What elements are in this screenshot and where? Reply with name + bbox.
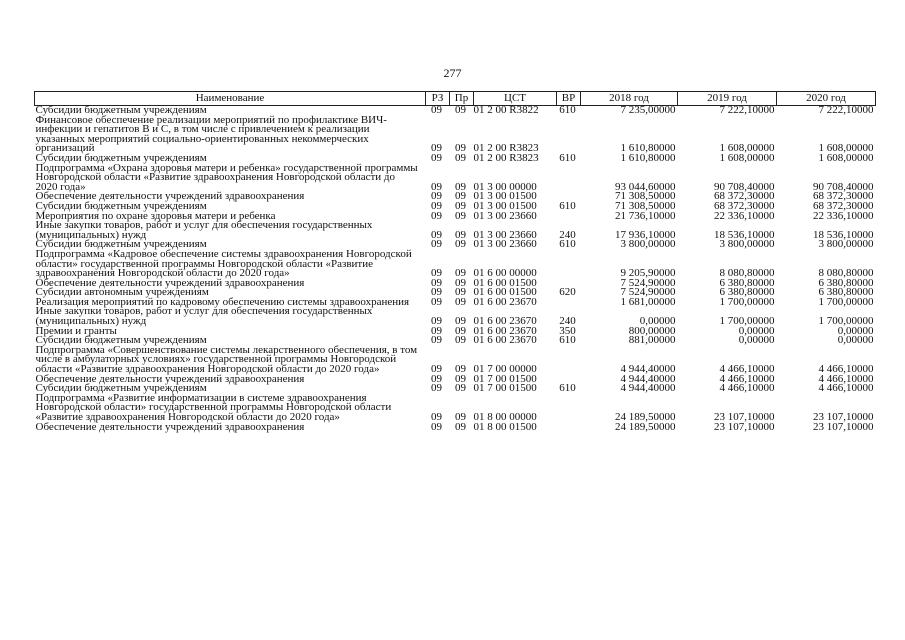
- row-name: Мероприятия по охране здоровья матери и ребенка: [35, 209, 276, 222]
- row-amount-2018: 4 944,40000: [620, 363, 676, 376]
- row-vr: 610: [559, 334, 576, 347]
- row-amount-2019: 1 700,00000: [719, 295, 775, 308]
- row-cst: 01 6 00 01500: [473, 276, 537, 289]
- row-amount-2020: 90 708,40000: [813, 180, 874, 193]
- row-rz: 09: [431, 372, 442, 385]
- row-pr: 09: [455, 267, 466, 280]
- row-amount-2019: 0,00000: [738, 324, 775, 337]
- row-amount-2018: 1 610,80000: [620, 151, 676, 164]
- row-rz: 09: [431, 190, 442, 203]
- row-cst: 01 3 00 01500: [473, 190, 537, 203]
- row-rz: 09: [431, 276, 442, 289]
- row-name: Субсидии бюджетным учреждениям: [35, 151, 207, 164]
- row-amount-2018: 24 189,50000: [615, 420, 676, 433]
- row-amount-2020: 1 700,00000: [818, 295, 874, 308]
- row-pr: 09: [455, 228, 466, 241]
- row-name: Иные закупки товаров, работ и услуг для обеспечения государственных (муниципальных) нужд: [35, 305, 373, 328]
- row-amount-2018: 17 936,10000: [615, 228, 676, 241]
- row-amount-2020: 1 608,00000: [818, 142, 874, 155]
- row-name: Обеспечение деятельности учреждений здравоохранения: [35, 276, 305, 289]
- row-vr: 240: [559, 315, 576, 328]
- header-2019: 2019 год: [678, 92, 777, 106]
- row-pr: 09: [455, 238, 466, 251]
- row-cst: 01 3 00 01500: [473, 199, 537, 212]
- row-amount-2019: 6 380,80000: [719, 276, 775, 289]
- row-vr: 610: [559, 238, 576, 251]
- table-row: [35, 307, 876, 326]
- budget-table: [34, 91, 876, 432]
- row-cst: 01 6 00 23670: [473, 334, 537, 347]
- row-amount-2020: 23 107,10000: [813, 420, 874, 433]
- row-amount-2019: 68 372,30000: [714, 199, 775, 212]
- row-amount-2018: 24 189,50000: [615, 411, 676, 423]
- row-name: Подпрограмма «Совершенствование системы лекарственного обеспечения, в том числе в амбулаторных условиях» государственной программы Новгородской области «Развитие здравоохранения Новгородской области до 2020 года»: [35, 343, 418, 376]
- row-amount-2020: 0,00000: [837, 334, 874, 347]
- row-cst: 01 2 00 R3823: [473, 151, 539, 164]
- row-vr: 610: [559, 151, 576, 164]
- row-amount-2019: 4 466,10000: [719, 372, 775, 385]
- row-amount-2018: 4 944,40000: [620, 372, 676, 385]
- row-pr: 09: [455, 190, 466, 203]
- row-vr: [557, 116, 581, 154]
- row-amount-2020: 18 536,10000: [813, 228, 874, 241]
- header-cst: ЦСТ: [474, 92, 557, 106]
- row-pr: 09: [455, 324, 466, 337]
- row-amount-2020: 4 466,10000: [818, 382, 874, 395]
- row-amount-2020: 68 372,30000: [813, 199, 874, 212]
- row-amount-2019: 1 608,00000: [719, 151, 775, 164]
- row-pr: 09: [455, 286, 466, 299]
- row-rz: 09: [431, 315, 442, 328]
- table-row: [35, 394, 876, 423]
- row-name: Субсидии бюджетным учреждениям: [35, 238, 207, 251]
- row-amount-2018: 93 044,60000: [615, 180, 676, 193]
- row-amount-2019: 3 800,00000: [719, 238, 775, 251]
- row-vr: [557, 164, 581, 193]
- row-rz: 09: [431, 180, 442, 193]
- row-name: Субсидии бюджетным учреждениям: [35, 334, 207, 347]
- row-amount-2020: 1 700,00000: [818, 315, 874, 328]
- row-amount-2018: 3 800,00000: [620, 238, 676, 251]
- row-cst: 01 2 00 R3822: [473, 104, 539, 116]
- row-name: Финансовое обеспечение реализации мероприятий по профилактике ВИЧ-инфекции и гепатитов В и С, в том числе с привлечением к реализации указанных мероприятий социально-ориентированных некоммерческих организаций: [35, 113, 387, 155]
- header-name: Наименование: [35, 92, 426, 106]
- row-cst: 01 7 00 01500: [473, 372, 537, 385]
- row-cst: 01 7 00 01500: [473, 382, 537, 395]
- row-rz: 09: [431, 228, 442, 241]
- row-pr: 09: [455, 295, 466, 308]
- row-vr: 610: [559, 199, 576, 212]
- row-amount-2018: 1 681,00000: [620, 295, 676, 308]
- row-cst: 01 8 00 00000: [473, 411, 537, 423]
- row-amount-2020: 3 800,00000: [818, 238, 874, 251]
- row-amount-2019: 90 708,40000: [714, 180, 775, 193]
- row-pr: 09: [455, 142, 466, 155]
- row-amount-2020: 4 466,10000: [818, 372, 874, 385]
- row-vr: 620: [559, 286, 576, 299]
- row-vr: [557, 423, 581, 433]
- row-rz: 09: [431, 104, 442, 116]
- row-name: Субсидии бюджетным учреждениям: [35, 104, 207, 116]
- row-cst: 01 6 00 23670: [473, 295, 537, 308]
- row-name: Обеспечение деятельности учреждений здравоохранения: [35, 372, 305, 385]
- row-amount-2019: 1 608,00000: [719, 142, 775, 155]
- row-amount-2018: 7 235,00000: [620, 104, 676, 116]
- row-amount-2019: 23 107,10000: [714, 420, 775, 433]
- row-name: Подпрограмма «Развитие информатизации в системе здравоохранения Новгородской области» государственной программы Новгородской области «Развитие здравоохранения Новгородской области до 2020 года»: [35, 391, 392, 423]
- row-amount-2020: 1 608,00000: [818, 151, 874, 164]
- row-name: Подпрограмма «Кадровое обеспечение системы здравоохранения Новгородской области» государственной программы Новгородской области «Развитие здравоохранения Новгородской области до 2020 года»: [35, 247, 412, 280]
- row-name: Субсидии бюджетным учреждениям: [35, 382, 207, 395]
- row-rz: 09: [431, 295, 442, 308]
- row-amount-2018: 21 736,10000: [615, 209, 676, 222]
- row-amount-2018: 881,00000: [628, 334, 676, 347]
- row-pr: 09: [455, 104, 466, 116]
- row-vr: [557, 250, 581, 279]
- row-cst: 01 2 00 R3823: [473, 142, 539, 155]
- row-amount-2018: 1 610,80000: [620, 142, 676, 155]
- row-name: Субсидии автономным учреждениям: [35, 286, 209, 299]
- table-row: [35, 250, 876, 279]
- header-vr: ВР: [557, 92, 581, 106]
- row-pr: 09: [455, 382, 466, 395]
- row-rz: 09: [431, 267, 442, 280]
- row-amount-2018: 4 944,40000: [620, 382, 676, 395]
- header-2020: 2020 год: [777, 92, 876, 106]
- row-pr: 09: [455, 276, 466, 289]
- row-cst: 01 6 00 23670: [473, 324, 537, 337]
- row-rz: 09: [431, 199, 442, 212]
- row-pr: 09: [455, 334, 466, 347]
- row-cst: 01 6 00 23670: [473, 315, 537, 328]
- row-vr: [557, 346, 581, 375]
- row-amount-2020: 23 107,10000: [813, 411, 874, 423]
- row-cst: 01 3 00 23660: [473, 228, 537, 241]
- row-amount-2020: 4 466,10000: [818, 363, 874, 376]
- row-cst: 01 6 00 00000: [473, 267, 537, 280]
- row-pr: 09: [455, 180, 466, 193]
- row-amount-2019: 22 336,10000: [714, 209, 775, 222]
- row-amount-2020: 22 336,10000: [813, 209, 874, 222]
- row-amount-2019: 7 222,10000: [719, 104, 775, 116]
- row-rz: 09: [431, 363, 442, 376]
- table-row: [35, 164, 876, 193]
- row-amount-2019: 4 466,10000: [719, 363, 775, 376]
- table-body: [35, 106, 876, 433]
- row-amount-2018: 7 524,90000: [620, 276, 676, 289]
- row-name: Субсидии бюджетным учреждениям: [35, 199, 207, 212]
- row-amount-2020: 68 372,30000: [813, 190, 874, 203]
- row-amount-2019: 6 380,80000: [719, 286, 775, 299]
- row-rz: 09: [431, 382, 442, 395]
- row-pr: 09: [455, 420, 466, 433]
- row-name: Подпрограмма «Охрана здоровья матери и ребенка» государственной программы Новгородской области «Развитие здравоохранения Новгородской области до 2020 года»: [35, 161, 418, 193]
- row-amount-2018: 800,00000: [628, 324, 676, 337]
- table-row: [35, 116, 876, 154]
- row-amount-2020: 6 380,80000: [818, 286, 874, 299]
- row-amount-2019: 1 700,00000: [719, 315, 775, 328]
- table-row: [35, 346, 876, 375]
- row-vr: [557, 394, 581, 423]
- row-pr: 09: [455, 199, 466, 212]
- row-rz: 09: [431, 286, 442, 299]
- row-amount-2018: 0,00000: [639, 315, 676, 328]
- row-amount-2019: 8 080,80000: [719, 267, 775, 280]
- row-cst: 01 3 00 23660: [473, 238, 537, 251]
- row-amount-2020: 8 080,80000: [818, 267, 874, 280]
- header-2018: 2018 год: [581, 92, 678, 106]
- row-amount-2018: 71 308,50000: [615, 190, 676, 203]
- row-amount-2019: 4 466,10000: [719, 382, 775, 395]
- row-name: Обеспечение деятельности учреждений здравоохранения: [35, 420, 305, 433]
- row-cst: 01 7 00 00000: [473, 363, 537, 376]
- row-name: Премии и гранты: [35, 324, 117, 337]
- header-pr: Пр: [450, 92, 474, 106]
- row-pr: 09: [455, 363, 466, 376]
- row-vr: 350: [559, 324, 576, 337]
- row-rz: 09: [431, 151, 442, 164]
- row-vr: 610: [559, 382, 576, 395]
- row-cst: 01 3 00 00000: [473, 180, 537, 193]
- row-pr: 09: [455, 372, 466, 385]
- row-amount-2019: 68 372,30000: [714, 190, 775, 203]
- row-amount-2019: 23 107,10000: [714, 411, 775, 423]
- row-vr: [557, 298, 581, 308]
- row-pr: 09: [455, 411, 466, 423]
- row-name: Реализация мероприятий по кадровому обеспечению системы здравоохранения: [35, 295, 410, 308]
- row-amount-2019: 18 536,10000: [714, 228, 775, 241]
- row-pr: 09: [455, 209, 466, 222]
- row-vr: 240: [559, 228, 576, 241]
- row-amount-2018: 7 524,90000: [620, 286, 676, 299]
- row-vr: [557, 212, 581, 222]
- row-pr: 09: [455, 315, 466, 328]
- row-amount-2018: 9 205,90000: [620, 267, 676, 280]
- row-cst: 01 8 00 01500: [473, 420, 537, 433]
- row-name: Обеспечение деятельности учреждений здравоохранения: [35, 190, 305, 203]
- row-rz: 09: [431, 334, 442, 347]
- row-vr: 610: [559, 104, 576, 116]
- row-cst: 01 3 00 23660: [473, 209, 537, 222]
- row-amount-2019: 0,00000: [738, 334, 775, 347]
- row-rz: 09: [431, 411, 442, 423]
- row-rz: 09: [431, 324, 442, 337]
- row-pr: 09: [455, 151, 466, 164]
- row-rz: 09: [431, 420, 442, 433]
- row-rz: 09: [431, 142, 442, 155]
- row-rz: 09: [431, 209, 442, 222]
- row-name: Иные закупки товаров, работ и услуг для обеспечения государственных (муниципальных) нужд: [35, 219, 373, 241]
- row-rz: 09: [431, 238, 442, 251]
- row-cst: 01 6 00 01500: [473, 286, 537, 299]
- header-rz: РЗ: [426, 92, 450, 106]
- row-amount-2020: 7 222,10000: [818, 104, 874, 116]
- page-number: 277: [443, 66, 462, 80]
- row-amount-2020: 6 380,80000: [818, 276, 874, 289]
- row-amount-2018: 71 308,50000: [615, 199, 676, 212]
- table-row: [35, 423, 876, 433]
- row-amount-2020: 0,00000: [837, 324, 874, 337]
